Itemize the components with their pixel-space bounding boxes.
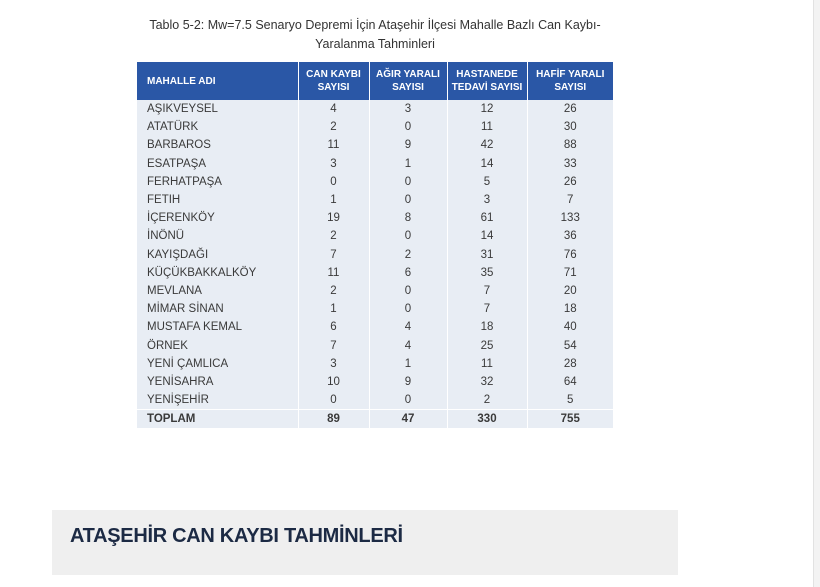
table-header-row [137,62,613,100]
column-header [369,62,447,100]
value-cell: 1 [369,355,447,373]
table-row [137,336,613,354]
value-cell: 88 [563,139,577,152]
table-row [137,282,613,300]
value-cell: 28 [563,357,577,370]
total-row [137,410,613,429]
value-cell: 0 [369,191,447,209]
column-header [527,62,613,100]
value-cell: 6 [369,264,447,282]
neighborhood-name: KAYIŞDAĞI [137,246,298,264]
value-cell: 35 [447,264,527,282]
value-cell: 3 [298,155,369,173]
table-caption [137,16,613,54]
table-row [137,209,613,227]
value-cell: 0 [369,300,447,318]
value-cell: 2 [298,282,369,300]
header-line: SAYISI [317,82,350,93]
neighborhood-name: TOPLAM [137,410,298,429]
value-cell: 26 [563,103,577,116]
article-heading: ATAŞEHİR CAN KAYBI TAHMİNLERİ [70,525,403,547]
table-row [137,318,613,336]
value-cell: 11 [447,118,527,136]
value-cell: 7 [447,300,527,318]
article-heading-banner [52,510,678,575]
table-row [137,246,613,264]
header-line: SAYISI [392,82,424,93]
value-cell: 1 [298,300,369,318]
value-cell: 40 [563,321,577,334]
value-cell: 3 [369,100,447,118]
value-cell: 133 [560,212,580,225]
neighborhood-name: MİMAR SİNAN [137,300,298,318]
value-cell: 0 [369,227,447,245]
value-cell: 4 [369,318,447,336]
value-cell: 2 [369,246,447,264]
table-row [137,227,613,245]
value-cell: 7 [298,336,369,354]
table-row [137,264,613,282]
value-cell: 7 [447,282,527,300]
value-cell: 25 [447,336,527,354]
neighborhood-name: ÖRNEK [137,336,298,354]
table-row [137,355,613,373]
value-cell: 89 [298,410,369,429]
value-cell: 3 [447,191,527,209]
header-line: SAYISI [554,82,587,93]
value-cell: 8 [369,209,447,227]
value-cell: 5 [447,173,527,191]
column-header [298,62,369,100]
value-cell: 71 [563,266,577,279]
value-cell: 0 [298,173,369,191]
value-cell: 330 [447,410,527,429]
header-line: CAN KAYBI [306,69,361,80]
neighborhood-name: MEVLANA [137,282,298,300]
value-cell: 11 [298,264,369,282]
neighborhood-name: KÜÇÜKBAKKALKÖY [137,264,298,282]
table-row [137,391,613,410]
value-cell: 12 [447,100,527,118]
table-row [137,155,613,173]
value-cell: 10 [298,373,369,391]
value-cell: 0 [369,173,447,191]
value-cell: 1 [369,155,447,173]
value-cell: 3 [298,355,369,373]
value-cell: 36 [563,230,577,243]
table-row [137,136,613,154]
value-cell: 19 [298,209,369,227]
value-cell: 20 [563,284,577,297]
value-cell: 47 [369,410,447,429]
value-cell: 5 [567,394,574,407]
value-cell: 4 [369,336,447,354]
value-cell: 18 [563,303,577,316]
value-cell: 2 [298,118,369,136]
header-line: TEDAVİ SAYISI [451,82,523,93]
value-cell: 2 [447,391,527,410]
value-cell: 54 [563,339,577,352]
value-cell: 0 [369,391,447,410]
value-cell: 0 [369,282,447,300]
value-cell: 7 [298,246,369,264]
value-cell: 30 [563,121,577,134]
value-cell: 61 [447,209,527,227]
neighborhood-name: YENİŞEHİR [137,391,298,410]
neighborhood-name: FETIH [137,191,298,209]
neighborhood-name: ATATÜRK [137,118,298,136]
neighborhood-name: İNÖNÜ [137,227,298,245]
table-row [137,373,613,391]
value-cell: 755 [527,410,613,429]
value-cell: 0 [298,391,369,410]
casualty-table [137,62,613,428]
value-cell: 26 [563,175,577,188]
value-cell: 2 [298,227,369,245]
neighborhood-name: YENİSAHRA [137,373,298,391]
value-cell: 32 [447,373,527,391]
value-cell: 11 [447,355,527,373]
caption-line-2: Yaralanma Tahminleri [315,37,435,51]
column-header [447,62,527,100]
table-row [137,191,613,209]
neighborhood-name: MUSTAFA KEMAL [137,318,298,336]
value-cell: 14 [447,227,527,245]
value-cell: 31 [447,246,527,264]
value-cell: 4 [298,100,369,118]
value-cell: 76 [563,248,577,261]
neighborhood-name: FERHATPAŞA [137,173,298,191]
value-cell: 18 [447,318,527,336]
header-line: HAFİF YARALI [536,69,605,80]
neighborhood-name: AŞIKVEYSEL [137,100,298,118]
neighborhood-name: İÇERENKÖY [137,209,298,227]
value-cell: 42 [447,136,527,154]
table-row [137,300,613,318]
caption-line-1: Tablo 5-2: Mw=7.5 Senaryo Depremi İçin Ataşehir İlçesi Mahalle Bazlı Can Kaybı- [149,18,601,32]
table-row [137,173,613,191]
column-header [137,62,298,100]
value-cell: 9 [369,136,447,154]
page-edge [813,0,820,587]
header-line: AĞIR YARALI [376,69,440,80]
neighborhood-name: YENİ ÇAMLICA [137,355,298,373]
header-line: HASTANEDE [456,69,518,80]
header-line: MAHALLE ADI [147,75,216,87]
neighborhood-name: BARBAROS [137,136,298,154]
value-cell: 14 [447,155,527,173]
value-cell: 1 [298,191,369,209]
table-row [137,118,613,136]
table-row [137,100,613,118]
value-cell: 0 [369,118,447,136]
value-cell: 7 [567,194,574,207]
neighborhood-name: ESATPAŞA [137,155,298,173]
value-cell: 64 [563,375,577,388]
value-cell: 9 [369,373,447,391]
value-cell: 33 [563,157,577,170]
value-cell: 6 [298,318,369,336]
value-cell: 11 [298,136,369,154]
